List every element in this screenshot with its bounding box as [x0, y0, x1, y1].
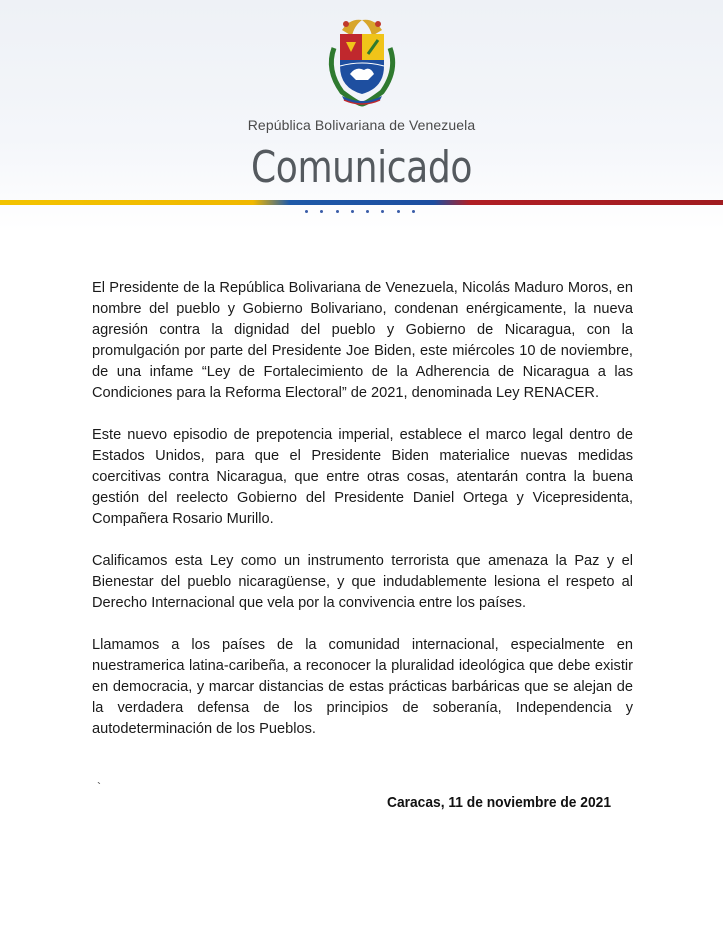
flag-stars [305, 207, 415, 215]
place-date: Caracas, 11 de noviembre de 2021 [387, 794, 612, 811]
republic-name: República Bolivariana de Venezuela [247, 117, 476, 133]
star-icon [305, 210, 308, 213]
stray-mark: ` [97, 780, 101, 794]
star-icon [351, 210, 354, 213]
star-icon [320, 210, 323, 213]
star-icon [336, 210, 339, 213]
star-icon [412, 210, 415, 213]
coat-of-arms-icon [312, 8, 412, 108]
page-title: Comunicado [250, 142, 472, 193]
communique-body [92, 278, 633, 761]
paragraph: Llamamos a los países de la comunidad internacional, especialmente en nuestramerica latina-caribeña, a reconocer la pluralidad ideológica que debe existir en democracia, y marcar distancias de estas prácticas barbáricas que se alejan de la verdadera defensa de los principios de soberanía, Independencia y autodeterminación de los Pueblos. [92, 637, 633, 737]
paragraph: Este nuevo episodio de prepotencia imperial, establece el marco legal dentro de Estados Unidos, para que el Presidente Biden materialice nuevas medidas coercitivas contra Nicaragua, que entre otras cosas, atentarán contra la buena gestión del reelecto Gobierno del Presidente Daniel Ortega y Vicepresidenta, Compañera Rosario Murillo. [92, 427, 633, 527]
letterhead [0, 0, 723, 230]
paragraph: Calificamos esta Ley como un instrumento terrorista que amenaza la Paz y el Bienestar del pueblo nicaragüense, y que indudablemente lesiona el respeto al Derecho Internacional que vela por la convivencia entre los países. [92, 553, 633, 611]
flag-stripe [0, 200, 723, 205]
star-icon [397, 210, 400, 213]
star-icon [381, 210, 384, 213]
paragraph: El Presidente de la República Bolivariana de Venezuela, Nicolás Maduro Moros, en nombre del pueblo y Gobierno Bolivariano, condenan enérgicamente, la nueva agresión contra la dignidad del pueblo y Gobierno de Nicaragua, con la promulgación por parte del Presidente Joe Biden, este miércoles 10 de noviembre, de una infame “Ley de Fortalecimiento de la Adherencia de Nicaragua a las Condiciones para la Reforma Electoral” de 2021, denominada Ley RENACER. [92, 280, 633, 401]
star-icon [366, 210, 369, 213]
